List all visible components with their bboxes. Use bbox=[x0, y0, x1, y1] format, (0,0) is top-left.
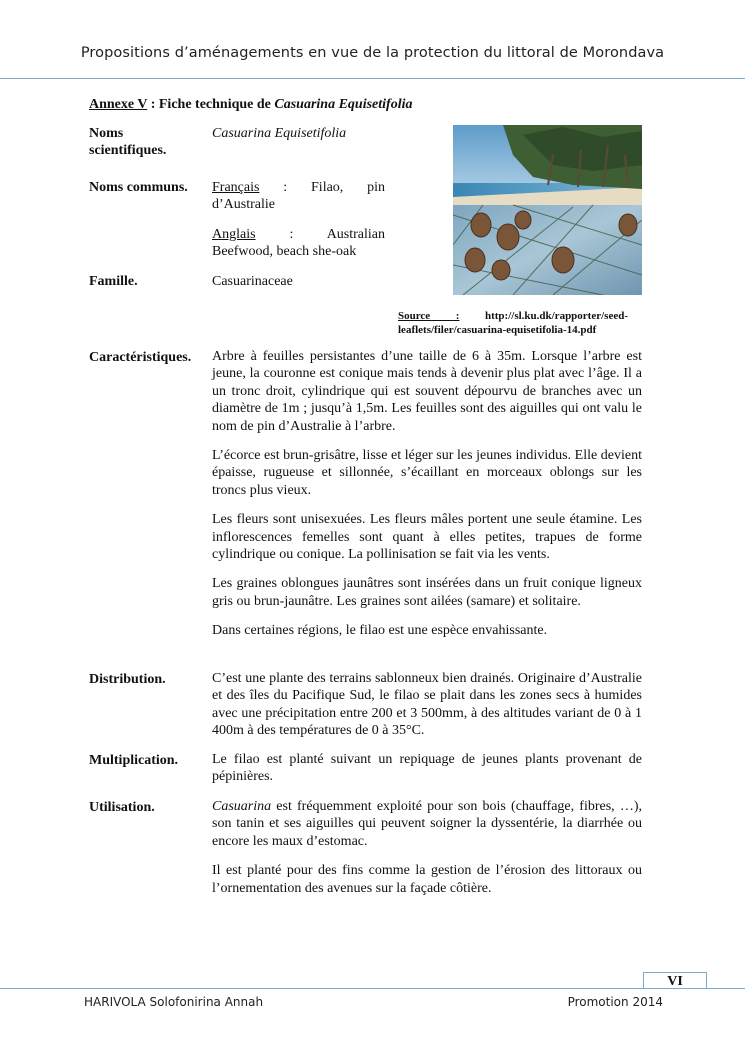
characteristics-text bbox=[212, 348, 642, 652]
footer-promotion: Promotion 2014 bbox=[567, 995, 663, 1009]
page-header-title: Propositions d’aménagements en vue de la protection du littoral de Morondava bbox=[80, 45, 665, 61]
scientific-name: Casuarina Equisetifolia bbox=[212, 126, 347, 141]
french-label: Français bbox=[212, 180, 260, 195]
annex-title bbox=[89, 97, 412, 113]
annex-species: Casuarina Equisetifolia bbox=[274, 97, 413, 112]
multiplication-label: Multiplication. bbox=[89, 753, 179, 768]
family-label: Famille. bbox=[89, 274, 138, 289]
characteristics-paragraph: Arbre à feuilles persistantes d’une taille de 6 à 35m. Lorsque l’arbre est jeune, la couronne est conique mais tends à devenir plus plat avec l’âge. Il a un tronc droit, cylindrique qui est souvent dépourvu de branches avec un diamètre de 1m ; jusqu’à 1,5m. Les feuilles sont des aiguilles qui ont valu le nom de pin d’Australie à l’arbre. bbox=[212, 349, 642, 434]
characteristics-paragraph: Les graines oblongues jaunâtres sont insérées dans un fruit conique ligneux gris ou brun-jaunâtre. Les graines sont ailées (samare) et solitaire. bbox=[212, 576, 642, 609]
english-label: Anglais bbox=[212, 227, 256, 242]
characteristics-paragraph: L’écorce est brun-grisâtre, lisse et léger sur les jeunes individus. Elle devient épaisse, rugueuse et sillonnée, s’écaillant en morceaux oblongs sur les troncs plus vieux. bbox=[212, 448, 642, 498]
casuarina-photo bbox=[453, 125, 642, 295]
annex-number: Annexe V bbox=[89, 97, 148, 112]
utilisation-paragraph: Casuarina est fréquemment exploité pour son bois (chauffage, fibres, …), son tanin et ses aiguilles qui peuvent soigner la dyssentérie, la diarrhée ou encore les maux d’estomac. bbox=[212, 799, 642, 849]
scientific-names-value bbox=[212, 125, 385, 142]
distribution-text: C’est une plante des terrains sablonneux bien drainés. Originaire d’Australie et des îles du Pacifique Sud, le filao se plait dans les zones secs à humides avec une précipitation entre 200 et 3 500mm, à des altitudes variant de 0 à 1 400m à des températures de 0 à 35°C. bbox=[212, 671, 642, 739]
footer-author: HARIVOLA Solofonirina Annah bbox=[84, 995, 264, 1009]
scientific-names-label: Noms scientifiques. bbox=[89, 126, 167, 158]
characteristics-paragraph: Dans certaines régions, le filao est une espèce envahissante. bbox=[212, 623, 548, 639]
distribution-label: Distribution. bbox=[89, 672, 166, 687]
image-source bbox=[398, 309, 628, 337]
header-divider bbox=[0, 78, 745, 79]
annex-title-middle: : Fiche technique de bbox=[147, 97, 275, 112]
characteristics-label: Caractéristiques. bbox=[89, 350, 192, 365]
common-names-french: Français : Filao, pin d’Australie bbox=[212, 180, 386, 212]
multiplication-text: Le filao est planté suivant un repiquage de jeunes plants provenant de pépinières. bbox=[212, 752, 642, 785]
footer-divider bbox=[0, 988, 745, 989]
page-number: VI bbox=[643, 972, 707, 989]
source-label: Source : bbox=[398, 310, 460, 322]
utilisation-text bbox=[212, 798, 642, 909]
common-names-label: Noms communs. bbox=[89, 180, 188, 195]
source-url[interactable]: http://sl.ku.dk/rapporter/seed-leaflets/filer/casuarina-equisetifolia-14.pdf bbox=[398, 310, 628, 336]
common-names-english: Anglais : Australian Beefwood, beach she-oak bbox=[212, 227, 386, 259]
utilisation-paragraph: Il est planté pour des fins comme la gestion de l’érosion des littoraux ou l’ornementation des avenues sur la façade côtière. bbox=[212, 863, 642, 896]
utilisation-label: Utilisation. bbox=[89, 800, 155, 815]
characteristics-paragraph: Les fleurs sont unisexuées. Les fleurs mâles portent une seule étamine. Les inflorescences femelles sont quant à elles petites, trapues de forme cylindrique ou conique. La pollinisation se fait via les vents. bbox=[212, 512, 642, 563]
family-value: Casuarinaceae bbox=[212, 274, 293, 289]
